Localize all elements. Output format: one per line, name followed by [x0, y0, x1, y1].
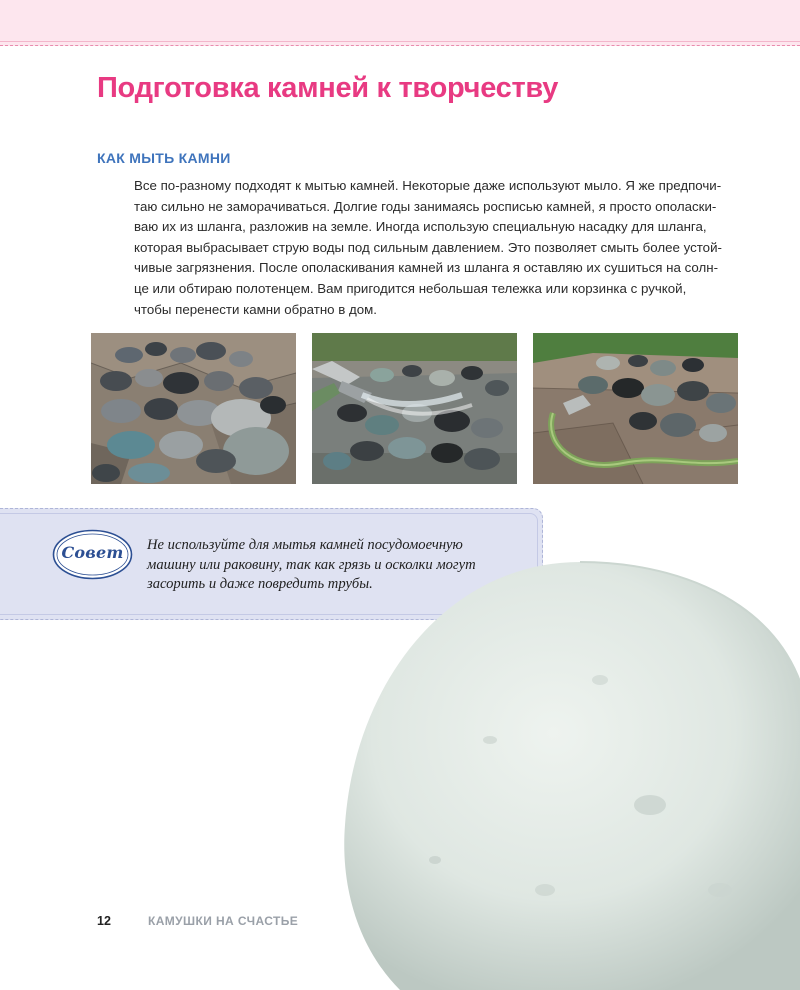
paragraph-line: которая выбрасывает струю воды под сильным давлением. Это позволяет смыть более устой-: [134, 239, 722, 255]
tip-line: машину или раковину, так как грязь и осколки могут: [147, 556, 476, 573]
decorative-white-stone: [340, 560, 800, 990]
section-heading: КАК МЫТЬ КАМНИ: [97, 150, 231, 166]
paragraph-line: Все по-разному подходят к мытью камней. Некоторые даже используют мыло. Я же предпочи-: [134, 178, 722, 193]
photo-wet-stones-drying: [533, 333, 738, 484]
tip-line: Не используйте для мытья камней посудомоечную: [147, 537, 463, 553]
paragraph-line: чивые загрязнения. После ополаскивания камней из шланга я оставляю их сушиться на солн-: [134, 260, 718, 276]
paragraph-line: таю сильно не заморачиваться. Долгие годы занимаясь росписью камней, я просто ополаски-: [134, 198, 717, 214]
page-title: Подготовка камней к творчеству: [97, 72, 559, 104]
body-paragraph: [134, 176, 722, 320]
tip-line: засорить и даже повредить трубы.: [147, 576, 373, 592]
page-number: 12: [97, 914, 111, 928]
paragraph-line: ваю их из шланга, разложив на земле. Иногда использую специальную насадку для шланга,: [134, 219, 707, 235]
running-title: КАМУШКИ НА СЧАСТЬЕ: [148, 914, 299, 928]
band-stitch-line: [0, 41, 800, 42]
paragraph-line: це или обтираю полотенцем. Вам пригодится небольшая тележка или корзинка с ручкой,: [134, 280, 687, 296]
tip-badge-label: Совет: [61, 543, 124, 562]
paragraph-line: чтобы перенести камни обратно в дом.: [134, 301, 378, 317]
photo-stones-on-paving: [91, 333, 296, 484]
photo-hose-spraying-stones: [312, 333, 517, 484]
top-decorative-band: [0, 0, 800, 46]
